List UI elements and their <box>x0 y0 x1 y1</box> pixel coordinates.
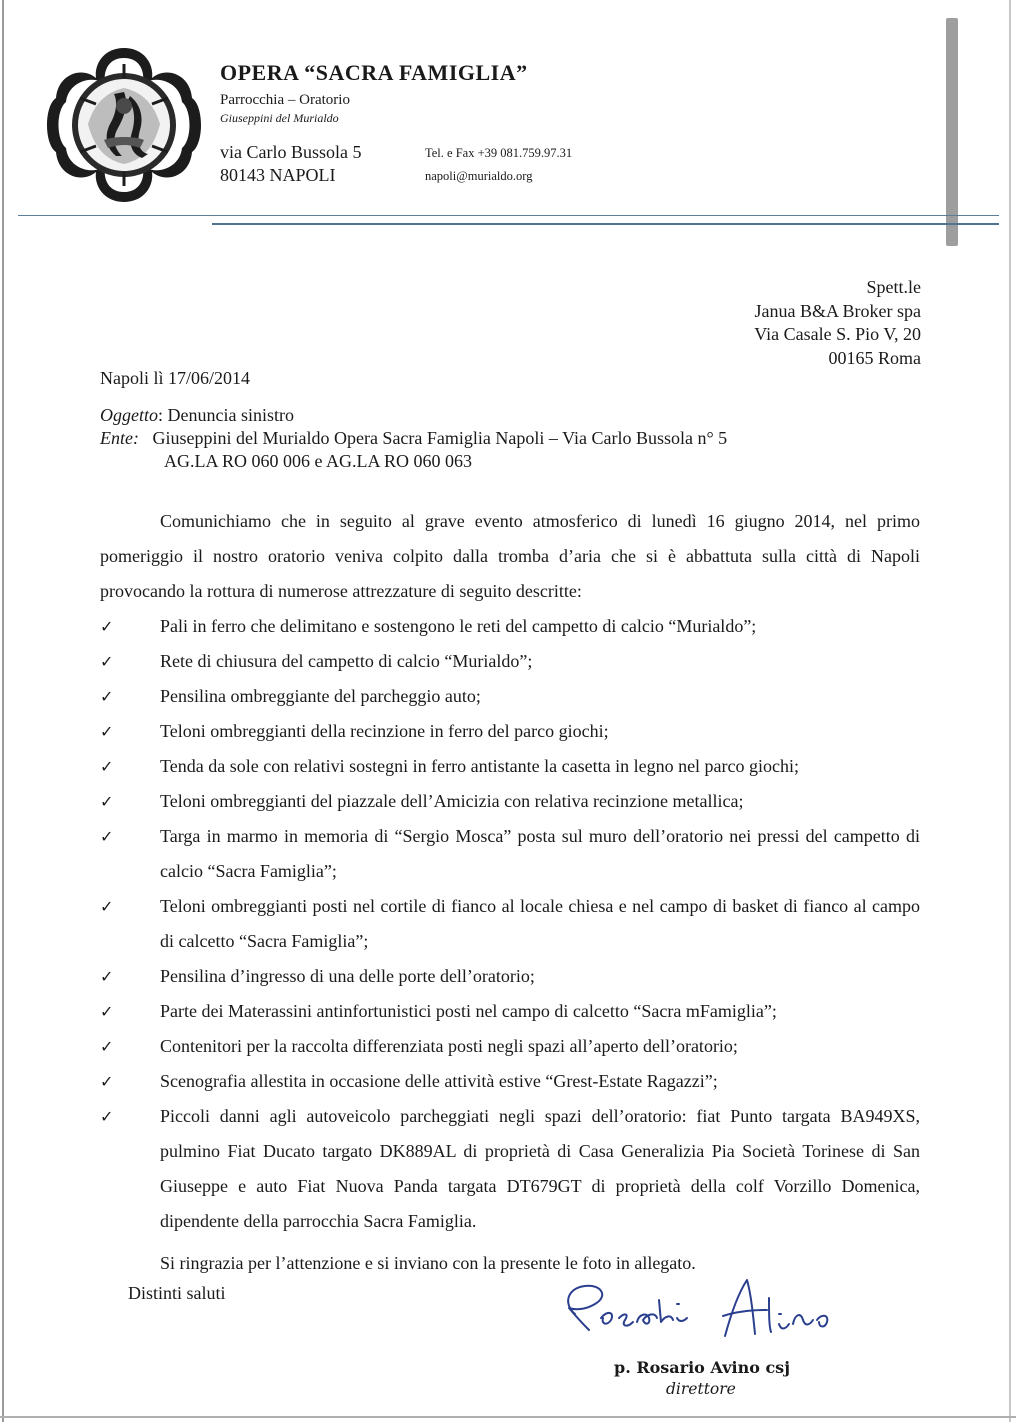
list-item <box>100 959 920 994</box>
ente-codes: AG.LA RO 060 006 e AG.LA RO 060 063 <box>164 451 473 471</box>
parish-emblem-logo <box>44 44 204 206</box>
organization-name: OPERA “SACRA FAMIGLIA” <box>220 60 528 85</box>
signer-role: direttore <box>666 1380 736 1398</box>
list-item <box>100 609 920 644</box>
header-divider-top <box>18 215 999 216</box>
checkmark-icon: ✓ <box>100 897 114 916</box>
list-item <box>100 1029 920 1064</box>
header-divider-bottom <box>212 223 999 225</box>
address-city: 80143 NAPOLI <box>220 165 336 185</box>
list-item <box>100 714 920 749</box>
signer-name: p. Rosario Avino csj <box>614 1358 790 1377</box>
checkmark-icon: ✓ <box>100 827 114 846</box>
list-item <box>100 784 920 819</box>
page-border-bottom <box>0 1416 1016 1418</box>
checkmark-icon: ✓ <box>100 967 114 986</box>
page-border-right <box>1009 0 1011 1422</box>
checkmark-icon: ✓ <box>100 792 114 811</box>
list-item-text: Scenografia allestita in occasione delle attività estive “Grest-Estate Ragazzi”; <box>160 1071 718 1091</box>
checkmark-icon: ✓ <box>100 652 114 671</box>
recipient-street: Via Casale S. Pio V, 20 <box>754 324 921 344</box>
body-intro <box>100 504 920 609</box>
list-item <box>100 1099 920 1239</box>
list-item-text: Teloni ombreggianti della recinzione in ferro del parco giochi; <box>160 721 609 741</box>
greeting: Distinti saluti <box>128 1283 226 1303</box>
list-item-text: Pensilina d’ingresso di una delle porte dell’oratorio; <box>160 966 535 986</box>
list-item-text: Piccoli danni agli autoveicolo parcheggiati negli spazi dell’oratorio: fiat Punto targata BA949XS, pulmino Fiat Ducato targato DK889AL di proprietà di Casa Generalizia Pia Società Torinese di San Giuseppe e auto Fiat Nuova Panda targata DT679GT di proprietà della colf Vorzillo Domenica, dipendente della parrocchia Sacra Famiglia. <box>160 1106 920 1231</box>
list-item-text: Teloni ombreggianti posti nel cortile di fianco al locale chiesa e nel campo di basket di fianco al campo di calcetto “Sacra Famiglia”; <box>160 896 920 951</box>
subject-label: Oggetto <box>100 405 158 425</box>
checkmark-icon: ✓ <box>100 1107 114 1126</box>
address-street: via Carlo Bussola 5 <box>220 142 362 162</box>
checkmark-icon: ✓ <box>100 757 114 776</box>
list-item-text: Targa in marmo in memoria di “Sergio Mosca” posta sul muro dell’oratorio nei pressi del campetto di calcio “Sacra Famiglia”; <box>160 826 920 881</box>
list-item <box>100 679 920 714</box>
date-line: Napoli lì 17/06/2014 <box>100 368 250 388</box>
list-item-text: Tenda da sole con relativi sostegni in ferro antistante la casetta in legno nel parco giochi; <box>160 756 800 776</box>
list-item <box>100 644 920 679</box>
recipient-block <box>754 276 921 370</box>
body-intro-text: Comunichiamo che in seguito al grave evento atmosferico di lunedì 16 giugno 2014, nel primo pomeriggio il nostro oratorio veniva colpito dalla tromba d’aria che si è abbattuta sulla città di Napoli provocando la rottura di numerose attrezzature di seguito descritte: <box>100 511 920 601</box>
page-border-left <box>2 0 4 1422</box>
list-item-text: Parte dei Materassini antinfortunistici posti nel campo di calcetto “Sacra mFamiglia”; <box>160 1001 777 1021</box>
checkmark-icon: ✓ <box>100 687 114 706</box>
checkmark-icon: ✓ <box>100 1072 114 1091</box>
email-address: napoli@murialdo.org <box>425 169 533 183</box>
ente-text: Giuseppini del Murialdo Opera Sacra Famiglia Napoli – Via Carlo Bussola n° 5 <box>152 428 728 448</box>
recipient-name: Janua B&A Broker spa <box>754 300 921 321</box>
ente-line <box>100 428 727 449</box>
handwritten-signature <box>555 1274 855 1354</box>
list-item <box>100 889 920 959</box>
checkmark-icon: ✓ <box>100 1037 114 1056</box>
checkmark-icon: ✓ <box>100 722 114 741</box>
organization-subtitle: Parrocchia – Oratorio <box>220 92 350 108</box>
list-item <box>100 819 920 889</box>
subject-text: : Denuncia sinistro <box>158 405 294 425</box>
damage-list <box>100 609 920 1239</box>
ente-label: Ente: <box>100 428 139 448</box>
list-item <box>100 749 920 784</box>
list-item-text: Pensilina ombreggiante del parcheggio auto; <box>160 686 481 706</box>
vertical-scrollbar[interactable] <box>946 18 958 246</box>
list-item <box>100 994 920 1029</box>
list-item-text: Contenitori per la raccolta differenziata posti negli spazi all’aperto dell’oratorio; <box>160 1036 738 1056</box>
congregation-name: Giuseppini del Murialdo <box>220 111 339 125</box>
closing-line: Si ringrazia per l’attenzione e si inviano con la presente le foto in allegato. <box>160 1253 696 1273</box>
list-item <box>100 1064 920 1099</box>
list-item-text: Pali in ferro che delimitano e sostengono le reti del campetto di calcio “Murialdo”; <box>160 616 757 636</box>
subject-line <box>100 405 294 426</box>
recipient-salutation: Spett.le <box>866 277 921 297</box>
list-item-text: Rete di chiusura del campetto di calcio “Murialdo”; <box>160 651 533 671</box>
phone-fax: Tel. e Fax +39 081.759.97.31 <box>425 146 573 160</box>
checkmark-icon: ✓ <box>100 617 114 636</box>
recipient-city: 00165 Roma <box>828 347 921 368</box>
list-item-text: Teloni ombreggianti del piazzale dell’Amicizia con relativa recinzione metallica; <box>160 791 744 811</box>
checkmark-icon: ✓ <box>100 1002 114 1021</box>
